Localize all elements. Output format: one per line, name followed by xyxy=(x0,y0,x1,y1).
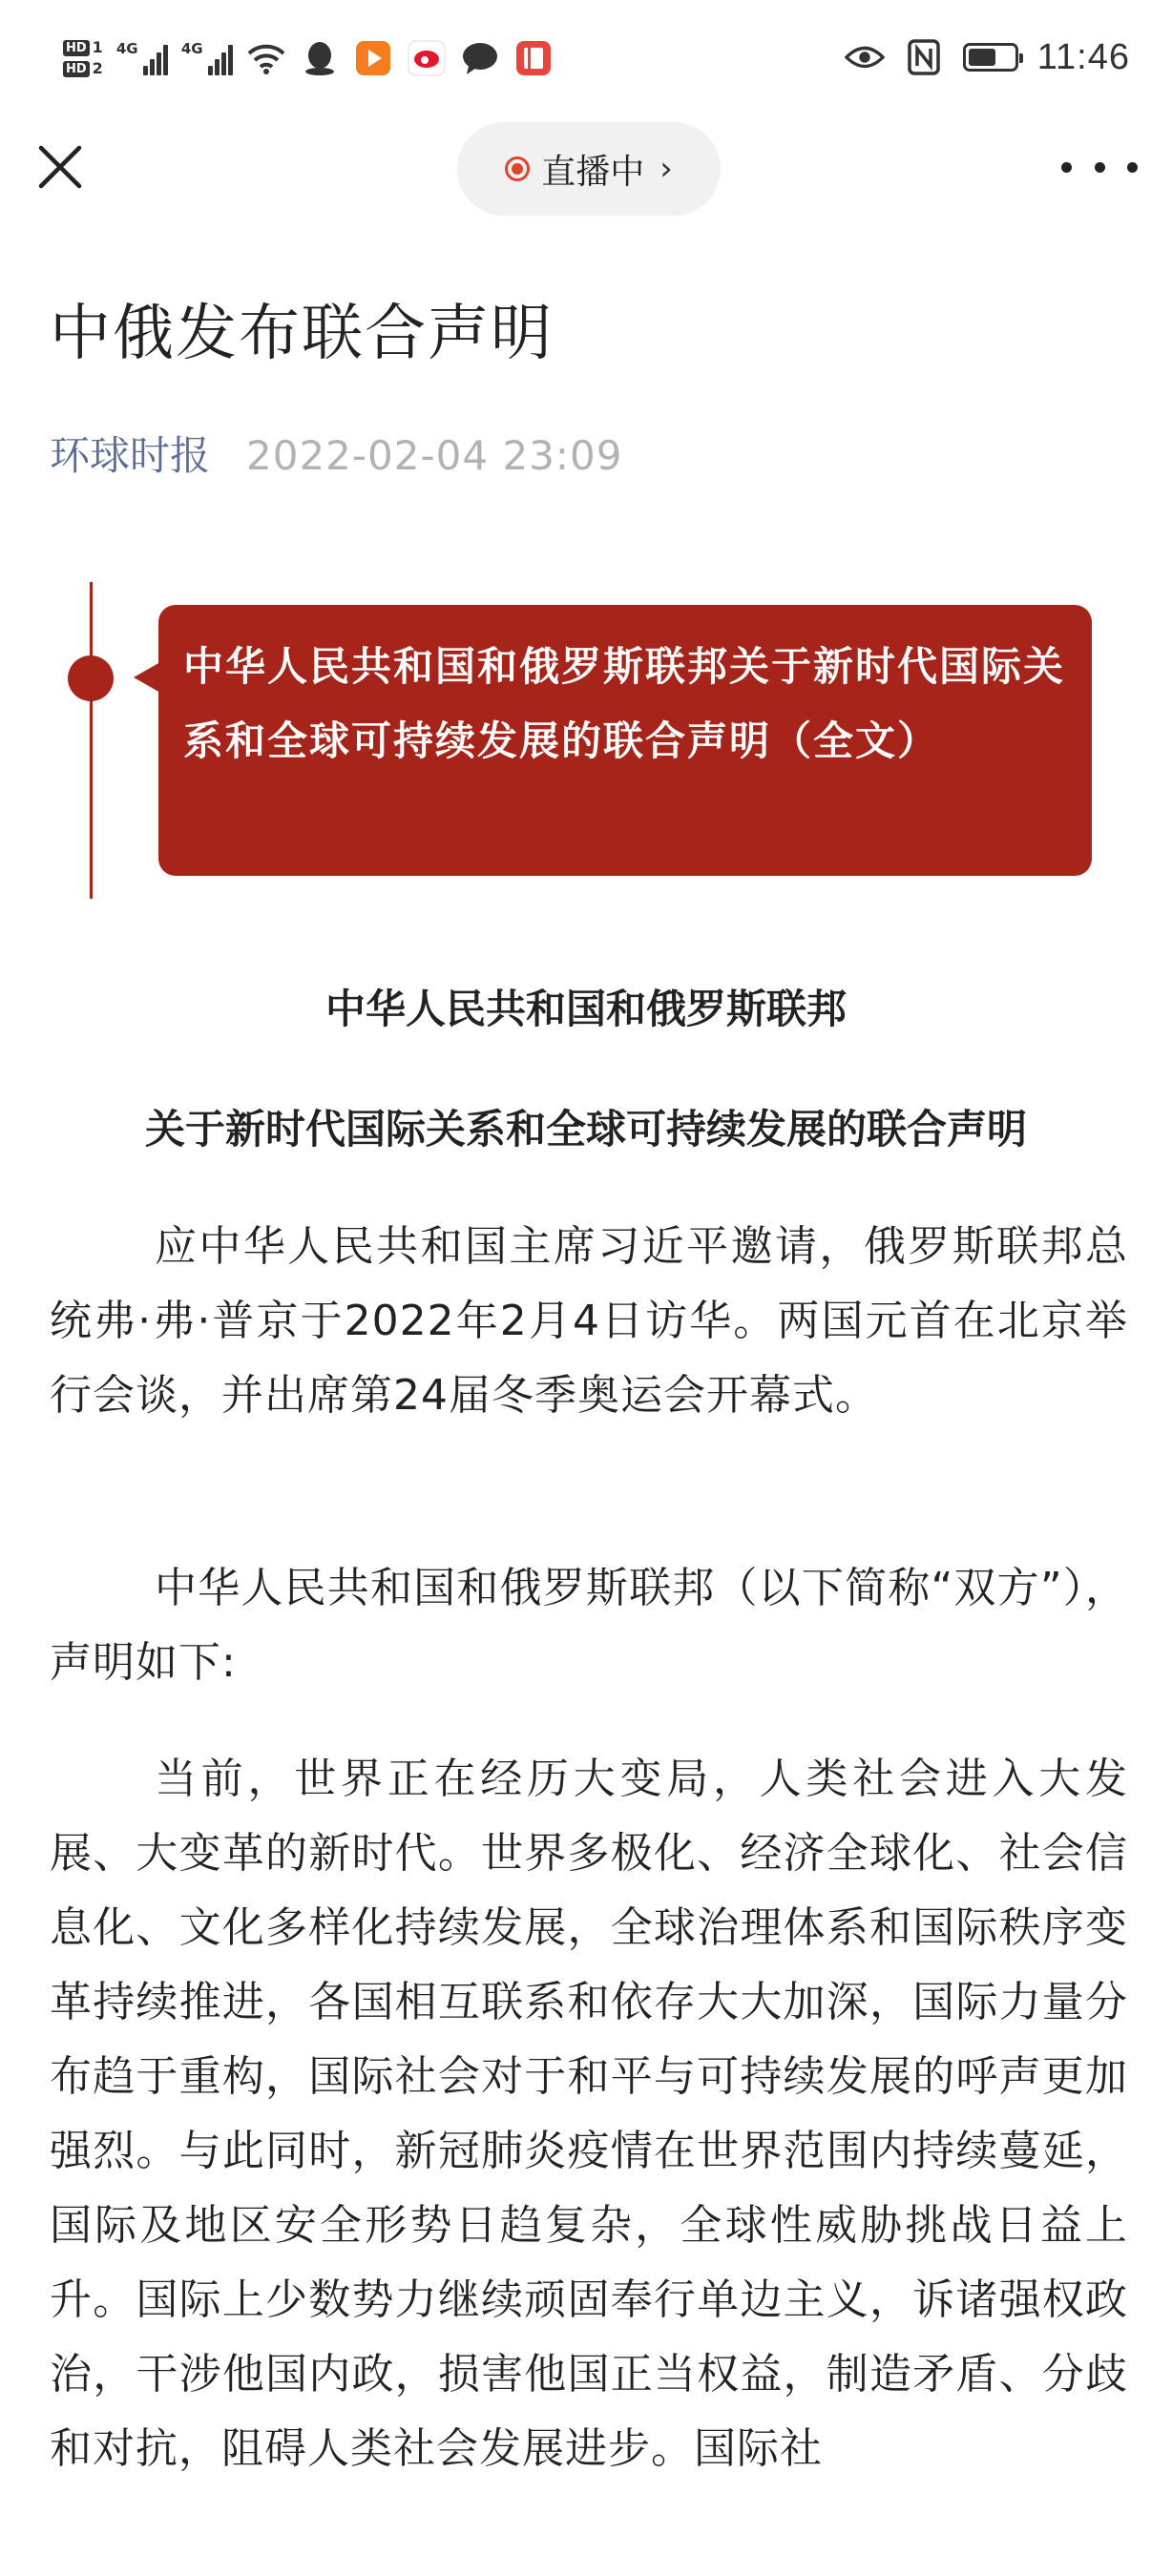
banner-timeline-dot xyxy=(68,655,114,701)
nfc-icon xyxy=(904,37,944,77)
signal-icon xyxy=(116,41,168,75)
banner-box xyxy=(158,605,1092,876)
close-icon xyxy=(37,144,83,190)
more-icon xyxy=(1061,162,1072,173)
chat-icon xyxy=(460,38,500,78)
article-source-link[interactable]: 环球时报 xyxy=(50,432,211,479)
wifi-icon xyxy=(246,38,286,78)
paragraph: 中华人民共和国和俄罗斯联邦（以下简称“双方”），声明如下: xyxy=(50,1564,1128,1687)
live-dot-icon xyxy=(505,156,530,181)
hd2-badge xyxy=(63,60,103,77)
article-title: 中俄发布联合声明 xyxy=(50,299,554,369)
live-label: 直播中 xyxy=(541,152,645,192)
body-heading-2: 关于新时代国际关系和全球可持续发展的联合声明 xyxy=(144,1106,1027,1153)
hd2-label: HD xyxy=(63,61,90,77)
network2-label: 4G xyxy=(180,40,203,57)
status-bar-left xyxy=(63,25,554,92)
network1-label: 4G xyxy=(115,40,138,57)
article-meta xyxy=(50,429,623,483)
banner-pointer xyxy=(134,662,160,693)
paragraph: 应中华人民共和国主席习近平邀请，俄罗斯联邦总统弗·弗·普京于2022年2月4日访华。两国元首在北京举行会谈，并出席第24届冬季奥运会开幕式。 xyxy=(50,1222,1128,1420)
close-button[interactable] xyxy=(29,135,92,198)
body-heading-1: 中华人民共和国和俄罗斯联邦 xyxy=(324,986,847,1032)
eye-icon xyxy=(845,37,885,77)
status-bar-right xyxy=(845,29,1130,86)
book-icon xyxy=(513,38,554,78)
nav-bar xyxy=(0,114,1172,229)
video-app-icon xyxy=(353,38,393,78)
chevron-right-icon: › xyxy=(659,150,673,188)
hd1-label: HD xyxy=(63,40,90,56)
status-bar xyxy=(0,0,1172,114)
paragraph: 当前，世界正在经历大变局，人类社会进入大发展、大变革的新时代。世界多极化、经济全球化、社会信息化、文化多样化持续发展，全球治理体系和国际秩序变革持续推进，各国相互联系和依存大大加深，国际力量分布趋于重构，国际社会对于和平与可持续发展的呼声更加强烈。与此同时，新冠肺炎疫情在世界范围内持续蔓延，国际及地区安全形势日趋复杂，全球性威胁挑战日益上升。国际上少数势力继续顽固奉行单边主义，诉诸强权政治，干涉他国内政，损害他国正当权益，制造矛盾、分歧和对抗，阻碍人类社会发展进步。国际社 xyxy=(50,1755,1128,2473)
hd1-number: 1 xyxy=(92,38,103,56)
battery-fill xyxy=(969,49,995,66)
signal-icon-2 xyxy=(181,41,233,75)
publish-time: 2022-02-04 23:09 xyxy=(246,432,623,479)
battery-icon xyxy=(963,43,1018,72)
hd-indicators xyxy=(63,39,103,77)
banner-timeline-line xyxy=(90,582,93,899)
banner-text: 中华人民共和国和俄罗斯联邦关于新时代国际关系和全球可持续发展的联合声明（全文） xyxy=(183,643,1066,764)
clock: 11:46 xyxy=(1036,36,1130,77)
hd1-badge xyxy=(63,39,103,56)
more-button[interactable] xyxy=(1061,143,1138,191)
live-button[interactable] xyxy=(457,122,721,216)
hd2-number: 2 xyxy=(92,59,103,77)
qq-icon xyxy=(300,38,340,78)
weibo-icon xyxy=(407,38,447,78)
